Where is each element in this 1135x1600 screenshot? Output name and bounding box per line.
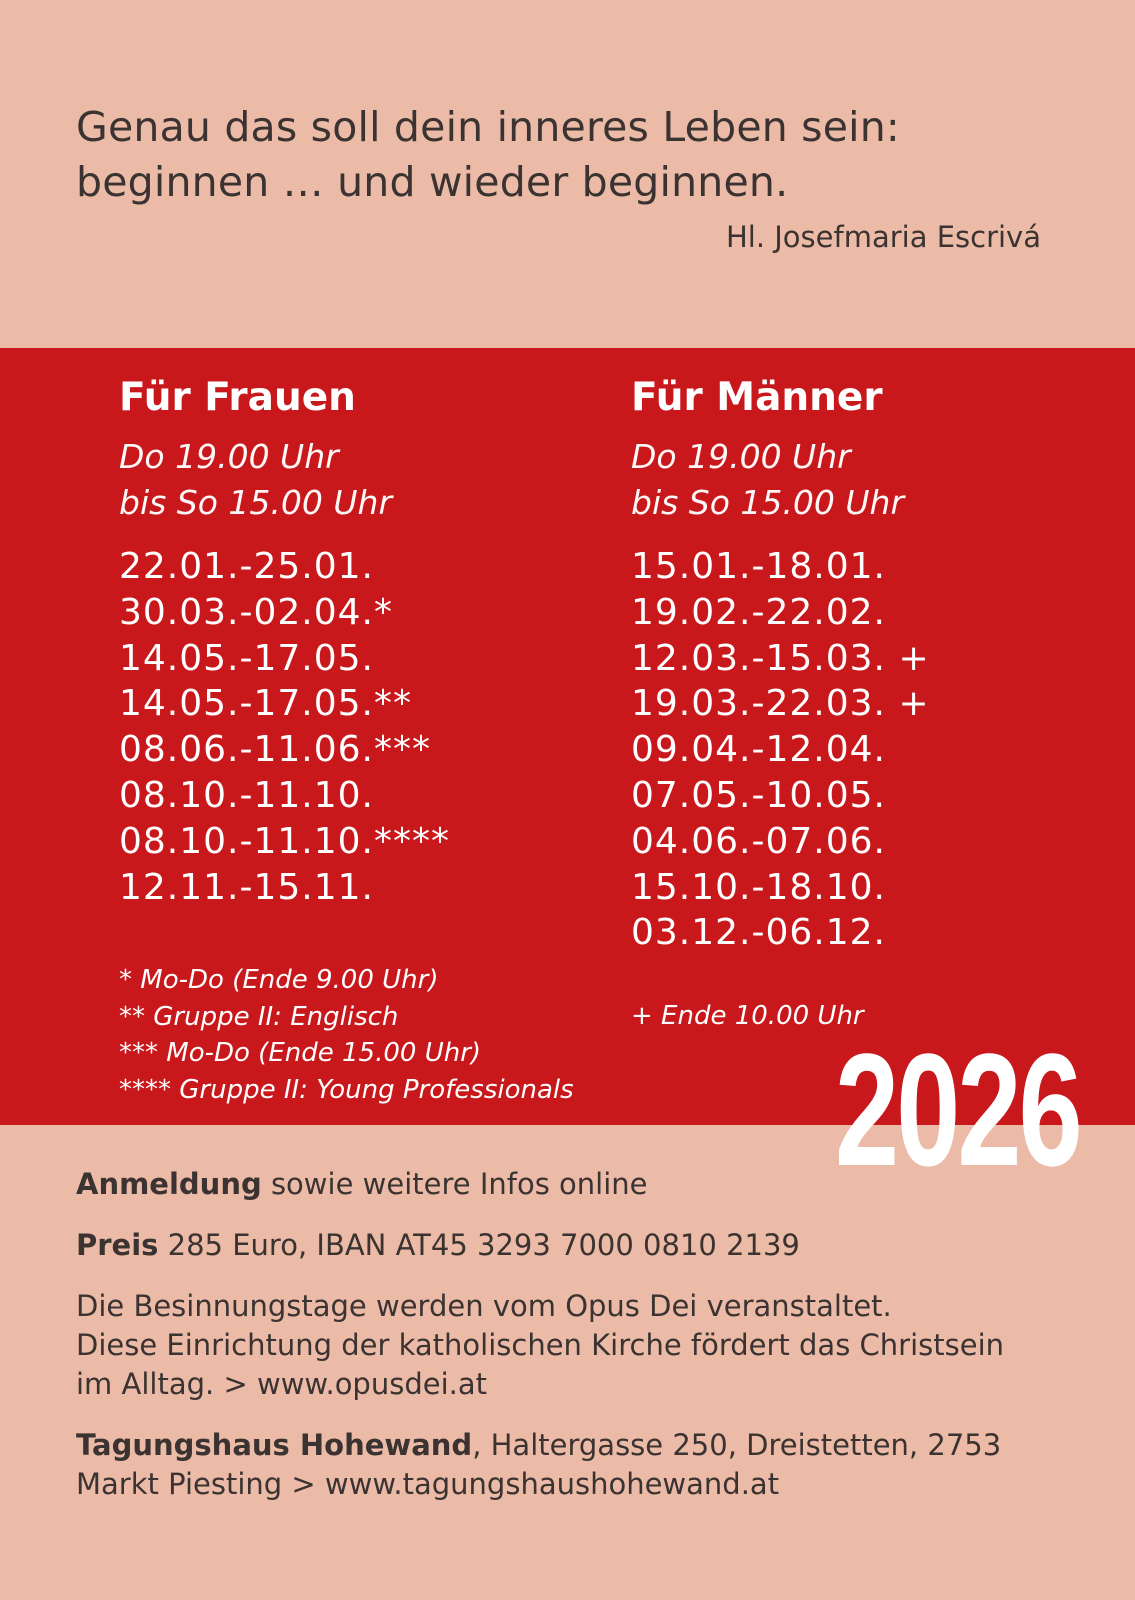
women-date: 12.11.-15.11. xyxy=(119,866,374,908)
women-note: *** Mo-Do (Ende 15.00 Uhr) xyxy=(119,1038,482,1068)
registration-label: Anmeldung xyxy=(76,1167,262,1201)
organizer-line-1: Die Besinnungstage werden vom Opus Dei veranstaltet. xyxy=(76,1289,892,1323)
quote-author: Hl. Josefmaria Escrivá xyxy=(725,220,1041,254)
men-date: 04.06.-07.06. xyxy=(631,820,886,862)
men-column xyxy=(631,372,930,956)
women-title: Für Frauen xyxy=(119,375,356,420)
women-note: * Mo-Do (Ende 9.00 Uhr) xyxy=(119,965,439,995)
venue-text: , Haltergasse 250, Dreistetten, 2753 xyxy=(472,1428,1002,1462)
men-date: 15.10.-18.10. xyxy=(631,866,886,908)
price-info xyxy=(76,1226,1066,1265)
women-date: 08.10.-11.10. xyxy=(119,774,374,816)
venue-line-2: Markt Piesting > www.tagungshaushohewand.at xyxy=(76,1467,780,1501)
men-time-start: Do 19.00 Uhr xyxy=(631,437,851,476)
men-dates xyxy=(631,544,930,956)
registration-info xyxy=(76,1165,1066,1204)
organizer-line-2: Diese Einrichtung der katholischen Kirche fördert das Christsein xyxy=(76,1328,1004,1362)
registration-text: sowie weitere Infos online xyxy=(261,1167,648,1201)
venue-info xyxy=(76,1426,1066,1504)
men-date: 12.03.-15.03. + xyxy=(631,637,930,679)
quote xyxy=(76,100,1056,210)
men-time xyxy=(631,434,930,526)
men-notes xyxy=(631,998,864,1035)
women-notes xyxy=(119,962,574,1108)
men-title: Für Männer xyxy=(631,375,883,420)
venue-label: Tagungshaus Hohewand xyxy=(76,1428,473,1462)
men-date: 07.05.-10.05. xyxy=(631,774,886,816)
women-column xyxy=(119,372,450,910)
organizer-info xyxy=(76,1287,1066,1404)
men-time-end: bis So 15.00 Uhr xyxy=(631,483,905,522)
price-text: 285 Euro, IBAN AT45 3293 7000 0810 2139 xyxy=(158,1228,800,1262)
women-date: 22.01.-25.01. xyxy=(119,546,374,587)
price-label: Preis xyxy=(76,1228,159,1262)
women-date: 08.10.-11.10.**** xyxy=(119,820,450,862)
men-date: 15.01.-18.01. xyxy=(631,546,886,587)
quote-line-1: Genau das soll dein inneres Leben sein: xyxy=(76,103,900,151)
women-time xyxy=(119,434,450,526)
men-date: 19.03.-22.03. + xyxy=(631,683,930,725)
women-time-start: Do 19.00 Uhr xyxy=(119,437,339,476)
women-date: 14.05.-17.05. xyxy=(119,637,374,679)
women-date: 14.05.-17.05.** xyxy=(119,683,412,725)
women-date: 30.03.-02.04.* xyxy=(119,591,393,633)
organizer-line-3: im Alltag. > www.opusdei.at xyxy=(76,1367,487,1401)
men-date: 03.12.-06.12. xyxy=(631,912,886,954)
year-label: 2026 xyxy=(835,1020,1080,1199)
men-date: 09.04.-12.04. xyxy=(631,729,886,771)
women-note: ** Gruppe II: Englisch xyxy=(119,1001,399,1032)
women-note: **** Gruppe II: Young Professionals xyxy=(119,1074,574,1105)
quote-line-2: beginnen … und wieder beginnen. xyxy=(76,158,789,206)
venue-line-1 xyxy=(76,1426,1066,1465)
women-dates xyxy=(119,544,450,910)
men-note: + Ende 10.00 Uhr xyxy=(631,1001,864,1031)
men-date: 19.02.-22.02. xyxy=(631,591,886,633)
women-time-end: bis So 15.00 Uhr xyxy=(119,483,393,522)
women-date: 08.06.-11.06.*** xyxy=(119,729,431,771)
